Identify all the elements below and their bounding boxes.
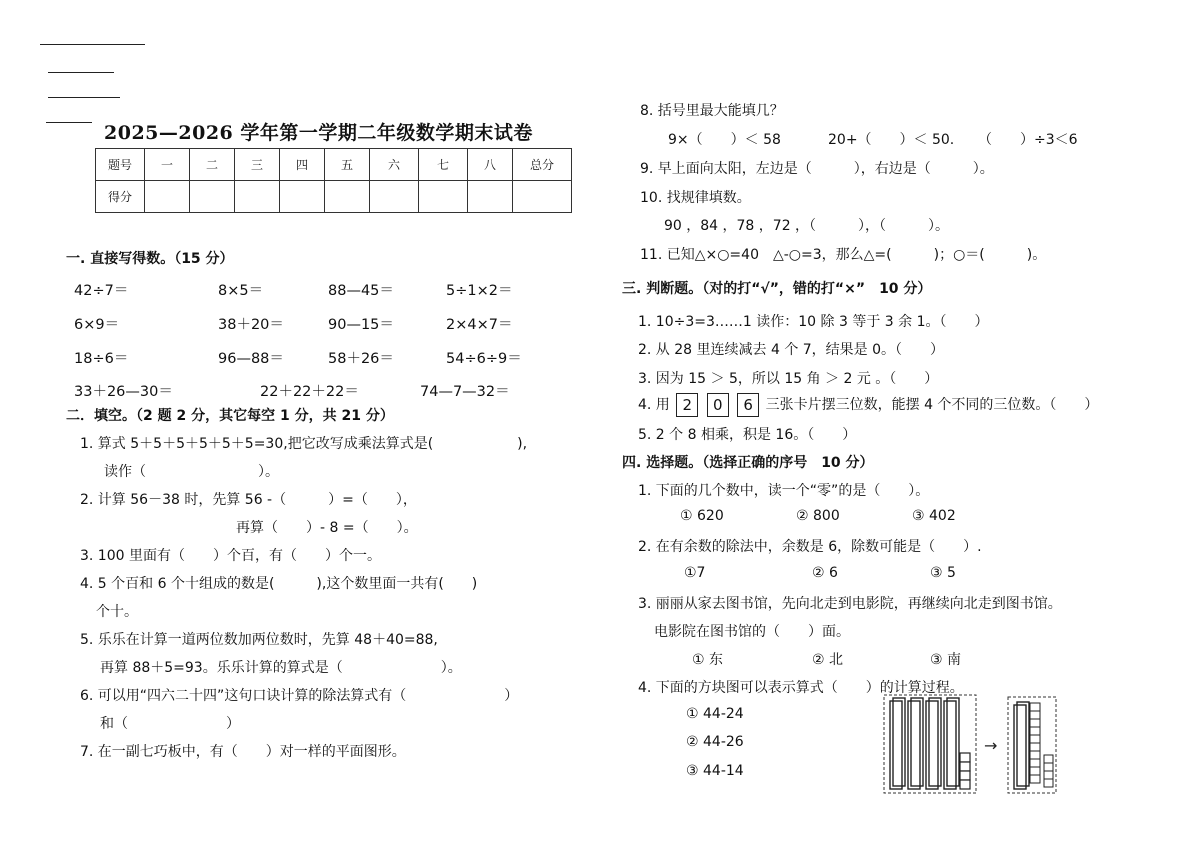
score-cell[interactable] [419,181,468,213]
choice-question-3: 3. 丽丽从家去图书馆，先向北走到电影院，再继续向北走到图书馆。 [638,596,1062,612]
header-blank-line-4 [46,122,92,123]
choice-question-1: 1. 下面的几个数中，读一个“零”的是（ ）。 [638,483,930,499]
calc-item: 88—45＝ [328,283,394,299]
exam-title: 2025—2026 学年第一学期二年级数学期末试卷 [104,122,533,144]
calc-item: 18÷6＝ [74,351,129,367]
calc-item: 74—7—32＝ [420,384,510,400]
fill-question-7: 7. 在一副七巧板中，有（ ）对一样的平面图形。 [80,744,406,760]
choice-option: ② 44-26 [686,734,744,750]
fill-question-2: 2. 计算 56－38 时，先算 56 -（ ）=（ ）， [80,492,417,508]
judge-item-3: 3. 因为 15 ＞ 5，所以 15 角 ＞ 2 元 。（ ） [638,371,939,387]
ten-rod [890,698,905,789]
score-header-cell: 三 [235,149,280,181]
header-blank-line-1 [40,44,145,45]
score-cell[interactable] [513,181,572,213]
fill-question-6-cont: 和（ ） [100,716,240,732]
fill-question-8: 8. 括号里最大能填几？ [640,103,784,119]
choice-question-2: 2. 在有余数的除法中，余数是 6，除数可能是（ ）. [638,539,982,555]
judge-item-4-prefix: 4. 用 [638,397,670,413]
calc-item: 90—15＝ [328,317,394,333]
score-cell[interactable] [280,181,325,213]
header-blank-line-2 [48,72,114,73]
section-1-title: 一. 直接写得数。（15 分） [66,251,234,267]
fill-question-3: 3. 100 里面有（ ）个百，有（ ）个一。 [80,548,381,564]
fill-question-1: 1. 算式 5＋5＋5＋5＋5＋5=30,把它改写成乘法算式是( ), [80,436,528,452]
fill-question-5: 5. 乐乐在计算一道两位数加两位数时，先算 48＋40=88, [80,632,438,648]
fill-question-2-cont: 再算（ ）- 8 =（ ）。 [236,520,418,536]
calc-item: 5÷1×2＝ [446,283,513,299]
section-2-title: 二．填空。（2 题 2 分，其它每空 1 分，共 21 分） [66,408,394,424]
score-header-cell: 六 [370,149,419,181]
fill-question-10-sequence: 90 ，84 ，78 ，72 ，（ ），（ ）。 [664,218,950,234]
score-header-cell: 一 [145,149,190,181]
fill-question-1-cont: 读作（ ）。 [104,464,279,480]
score-header-cell: 二 [190,149,235,181]
section-3-title: 三. 判断题。（对的打“√”，错的打“×” 10 分） [622,281,932,297]
choice-question-4: 4. 下面的方块图可以表示算式（ ）的计算过程。 [638,680,964,696]
fill-question-11: 11. 已知△×○=40 △-○=3，那么△=( )；○＝( )。 [640,247,1047,263]
score-cell[interactable] [468,181,513,213]
calc-item: 22＋22＋22＝ [260,384,359,400]
fill-question-6: 6. 可以用“四六二十四”这句口诀计算的除法算式有（ ） [80,688,519,704]
ones-column [1030,703,1040,783]
arrow-text: → [984,736,998,755]
score-header-cell: 五 [325,149,370,181]
fill-question-8-item: 9×（ ）＜ 58 [668,132,781,148]
choice-option: ③ 5 [930,565,956,581]
score-table-score-row [96,181,572,213]
calc-item: 2×4×7＝ [446,317,513,333]
fill-question-8-item: 20+（ ）＜ 50. [828,132,955,148]
ones-stack [1044,755,1053,787]
choice-option: ③ 南 [930,652,962,668]
calc-item: 8×5＝ [218,283,264,299]
score-cell[interactable] [235,181,280,213]
calc-item: 54÷6÷9＝ [446,351,522,367]
score-header-cell: 总分 [513,149,572,181]
section-4-title: 四. 选择题。（选择正确的序号 10 分） [622,455,874,471]
judge-item-5: 5. 2 个 8 相乘，积是 16。（ ） [638,427,857,443]
header-blank-line-3 [48,97,120,98]
choice-question-3-cont: 电影院在图书馆的（ ）面。 [654,624,850,640]
fill-question-10: 10. 找规律填数。 [640,190,751,206]
calc-item: 58＋26＝ [328,351,394,367]
fill-question-4: 4. 5 个百和 6 个十组成的数是( ),这个数里面一共有( ) [80,576,478,592]
ten-rod [944,698,959,789]
fill-question-5-cont: 再算 88＋5=93。乐乐计算的算式是（ ）。 [100,660,462,676]
calc-item: 6×9＝ [74,317,120,333]
score-header-cell: 四 [280,149,325,181]
number-card: 0 [707,393,729,417]
choice-option: ② 6 [812,565,838,581]
choice-option: ① 东 [692,652,724,668]
judge-item-2: 2. 从 28 里连续减去 4 个 7，结果是 0。（ ） [638,342,945,358]
number-card: 6 [737,393,759,417]
number-card: 2 [676,393,698,417]
ones-stack [960,753,970,789]
choice-option: ①7 [684,565,706,581]
calc-item: 38＋20＝ [218,317,284,333]
fill-question-4-cont: 个十。 [96,604,138,620]
fill-question-9: 9. 早上面向太阳，左边是（ ），右边是（ ）。 [640,161,994,177]
score-header-cell: 八 [468,149,513,181]
judge-item-1: 1. 10÷3=3……1 读作：10 除 3 等于 3 余 1。（ ） [638,314,989,330]
score-header-cell: 七 [419,149,468,181]
score-row-label: 得分 [96,181,145,213]
calc-item: 96—88＝ [218,351,284,367]
block-diagram [880,693,1060,797]
score-cell[interactable] [370,181,419,213]
score-cell[interactable] [145,181,190,213]
calc-item: 33＋26—30＝ [74,384,173,400]
judge-item-4-suffix: 三张卡片摆三位数，能摆 4 个不同的三位数。（ ） [765,397,1099,413]
score-cell[interactable] [325,181,370,213]
score-table [95,148,572,213]
choice-option: ③ 402 [912,508,956,524]
ten-rod [908,698,923,789]
score-table-header-row [96,149,572,181]
ten-rod [1014,702,1029,789]
choice-option: ② 北 [812,652,844,668]
calc-item: 42÷7＝ [74,283,129,299]
choice-option: ② 800 [796,508,840,524]
score-header-cell: 题号 [96,149,145,181]
choice-option: ① 620 [680,508,724,524]
judge-item-4 [638,393,1098,417]
score-cell[interactable] [190,181,235,213]
choice-option: ① 44-24 [686,706,744,722]
choice-option: ③ 44-14 [686,763,744,779]
ten-rod [926,698,941,789]
fill-question-8-item: （ ）÷3＜6 [978,132,1078,148]
